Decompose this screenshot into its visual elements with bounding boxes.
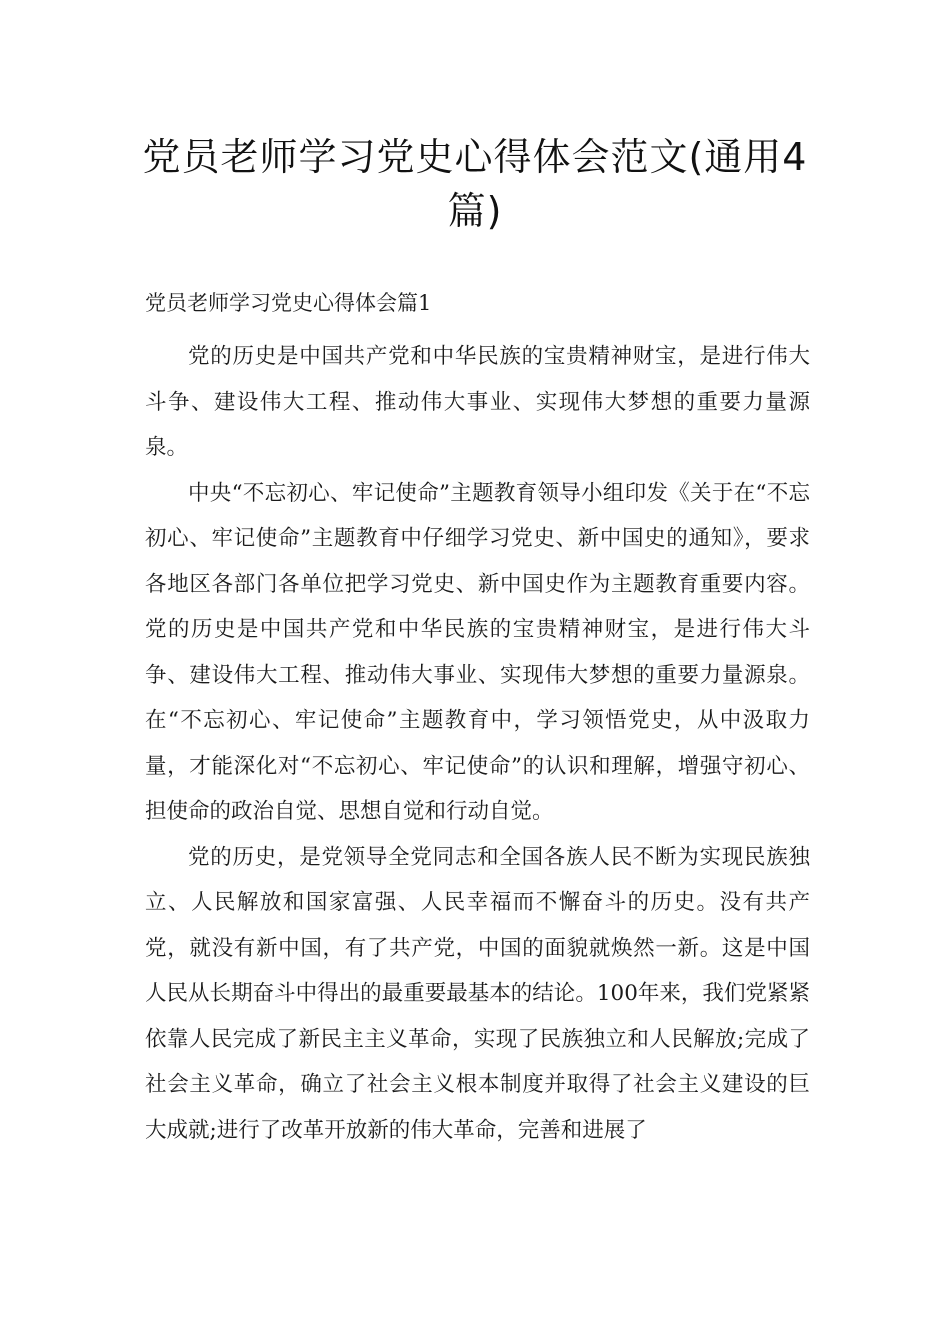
section-heading: 党员老师学习党史心得体会篇1 (145, 291, 432, 315)
paragraph-2: 中央“不忘初心、牢记使命”主题教育领导小组印发《关于在“不忘初心、牢记使命”主题教育中仔细学习党史、新中国史的通知》，要求各地区各部门各单位把学习党史、新中国史作为主题教育重要内容。党的历史是中国共产党和中华民族的宝贵精神财宝，是进行伟大斗争、建设伟大工程、推动伟大事业、实现伟大梦想的重要力量源泉。在“不忘初心、牢记使命”主题教育中，学习领悟党史，从中汲取力量，才能深化对“不忘初心、牢记使命”的认识和理解，增强守初心、担使命的政治自觉、思想自觉和行动自觉。 (145, 480, 810, 824)
document-title: 党员老师学习党史心得体会范文(通用4篇) (142, 135, 808, 233)
paragraph-3: 党的历史，是党领导全党同志和全国各族人民不断为实现民族独立、人民解放和国家富强、人民幸福而不懈奋斗的历史。没有共产党，就没有新中国，有了共产党，中国的面貌就焕然一新。这是中国人民从长期奋斗中得出的最重要最基本的结论。100年来，我们党紧紧依靠人民完成了新民主主义革命，实现了民族独立和人民解放;完成了社会主义革命，确立了社会主义根本制度并取得了社会主义建设的巨大成就;进行了改革开放新的伟大革命，完善和进展了 (145, 844, 810, 1143)
document-body (145, 334, 810, 1153)
paragraph-1: 党的历史是中国共产党和中华民族的宝贵精神财宝，是进行伟大斗争、建设伟大工程、推动伟大事业、实现伟大梦想的重要力量源泉。 (145, 344, 810, 460)
